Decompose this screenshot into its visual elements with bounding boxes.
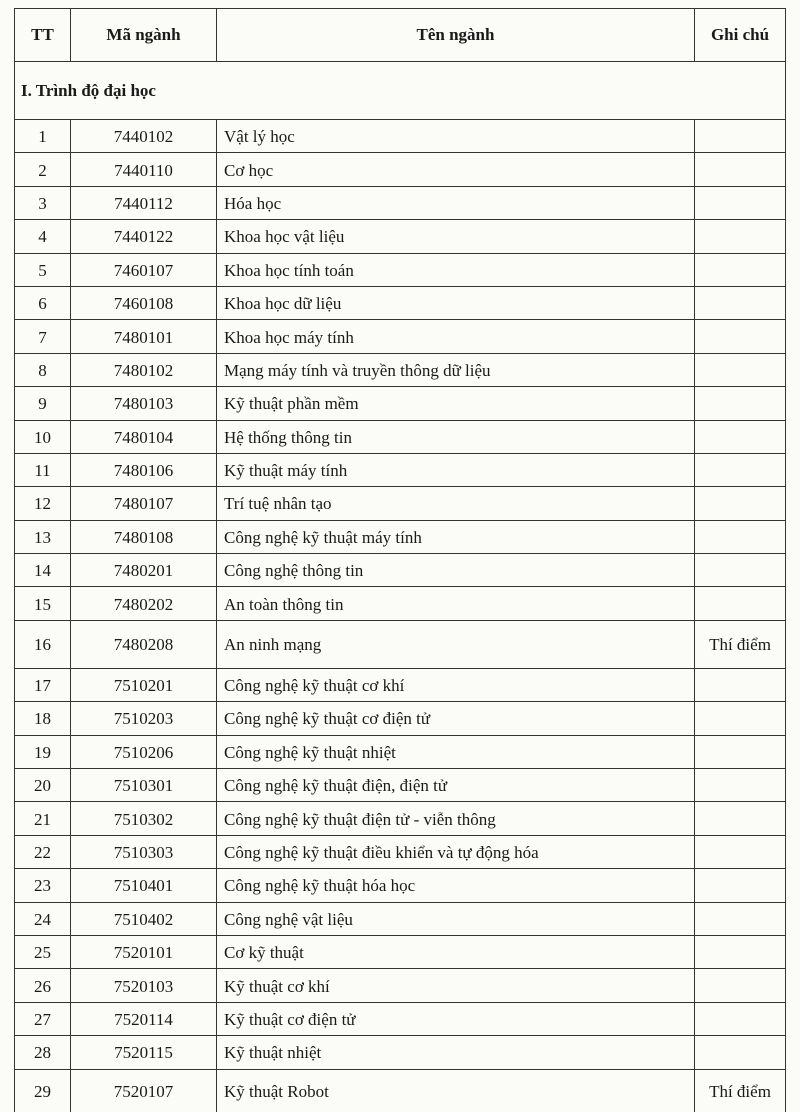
- table-row: [15, 802, 786, 835]
- cell-note: [695, 668, 786, 701]
- cell-tt: 26: [15, 969, 71, 1002]
- cell-name: Công nghệ kỹ thuật máy tính: [217, 520, 695, 553]
- table-row: [15, 453, 786, 486]
- document-page: [14, 8, 786, 1112]
- cell-note: [695, 487, 786, 520]
- cell-note: [695, 935, 786, 968]
- cell-name: Khoa học máy tính: [217, 320, 695, 353]
- cell-code: 7480104: [71, 420, 217, 453]
- cell-code: 7510201: [71, 668, 217, 701]
- cell-tt: 19: [15, 735, 71, 768]
- cell-note: [695, 902, 786, 935]
- cell-name: Hệ thống thông tin: [217, 420, 695, 453]
- cell-name: Khoa học dữ liệu: [217, 286, 695, 319]
- cell-code: 7460108: [71, 286, 217, 319]
- cell-note: [695, 220, 786, 253]
- cell-tt: 18: [15, 702, 71, 735]
- cell-tt: 23: [15, 869, 71, 902]
- table-row: [15, 935, 786, 968]
- cell-note: [695, 835, 786, 868]
- cell-code: 7520115: [71, 1036, 217, 1069]
- cell-note: [695, 320, 786, 353]
- cell-tt: 1: [15, 120, 71, 153]
- cell-name: Kỹ thuật phần mềm: [217, 387, 695, 420]
- cell-code: 7460107: [71, 253, 217, 286]
- cell-code: 7440122: [71, 220, 217, 253]
- cell-tt: 4: [15, 220, 71, 253]
- table-row: [15, 902, 786, 935]
- cell-tt: 25: [15, 935, 71, 968]
- cell-name: Công nghệ kỹ thuật cơ điện tử: [217, 702, 695, 735]
- cell-name: Kỹ thuật nhiệt: [217, 1036, 695, 1069]
- table-row: [15, 487, 786, 520]
- cell-tt: 28: [15, 1036, 71, 1069]
- table-row: [15, 420, 786, 453]
- cell-code: 7480101: [71, 320, 217, 353]
- cell-tt: 13: [15, 520, 71, 553]
- cell-code: 7510303: [71, 835, 217, 868]
- table-row: [15, 220, 786, 253]
- cell-note: [695, 120, 786, 153]
- cell-code: 7440110: [71, 153, 217, 186]
- cell-tt: 3: [15, 186, 71, 219]
- cell-note: [695, 286, 786, 319]
- cell-tt: 21: [15, 802, 71, 835]
- cell-code: 7480102: [71, 353, 217, 386]
- cell-code: 7510301: [71, 769, 217, 802]
- cell-code: 7440112: [71, 186, 217, 219]
- cell-tt: 9: [15, 387, 71, 420]
- cell-note: [695, 1002, 786, 1035]
- cell-note: [695, 969, 786, 1002]
- cell-tt: 14: [15, 554, 71, 587]
- cell-tt: 12: [15, 487, 71, 520]
- cell-code: 7510302: [71, 802, 217, 835]
- cell-tt: 24: [15, 902, 71, 935]
- table-row: [15, 520, 786, 553]
- table-row: [15, 869, 786, 902]
- cell-name: Cơ kỹ thuật: [217, 935, 695, 968]
- cell-note: [695, 802, 786, 835]
- cell-name: Hóa học: [217, 186, 695, 219]
- table-row: [15, 153, 786, 186]
- cell-name: Công nghệ thông tin: [217, 554, 695, 587]
- table-row: [15, 286, 786, 319]
- table-row: [15, 1036, 786, 1069]
- cell-name: Công nghệ kỹ thuật điện tử - viễn thông: [217, 802, 695, 835]
- header-name: Tên ngành: [217, 9, 695, 62]
- cell-tt: 15: [15, 587, 71, 620]
- cell-code: 7510206: [71, 735, 217, 768]
- table-row: [15, 769, 786, 802]
- cell-note: [695, 153, 786, 186]
- cell-code: 7480103: [71, 387, 217, 420]
- cell-name: Kỹ thuật cơ điện tử: [217, 1002, 695, 1035]
- cell-code: 7480201: [71, 554, 217, 587]
- cell-tt: 6: [15, 286, 71, 319]
- table-row: [15, 668, 786, 701]
- cell-tt: 2: [15, 153, 71, 186]
- cell-tt: 17: [15, 668, 71, 701]
- table-row: [15, 835, 786, 868]
- cell-tt: 29: [15, 1069, 71, 1112]
- table-row: [15, 387, 786, 420]
- table-row: [15, 353, 786, 386]
- cell-tt: 5: [15, 253, 71, 286]
- cell-code: 7440102: [71, 120, 217, 153]
- table-row: [15, 735, 786, 768]
- cell-note: [695, 453, 786, 486]
- cell-code: 7480106: [71, 453, 217, 486]
- cell-code: 7510203: [71, 702, 217, 735]
- cell-name: An ninh mạng: [217, 620, 695, 668]
- table-row: [15, 587, 786, 620]
- cell-note: [695, 735, 786, 768]
- cell-note: Thí điểm: [695, 620, 786, 668]
- cell-name: Công nghệ vật liệu: [217, 902, 695, 935]
- cell-tt: 8: [15, 353, 71, 386]
- cell-note: [695, 702, 786, 735]
- cell-note: [695, 420, 786, 453]
- cell-note: [695, 554, 786, 587]
- cell-name: Công nghệ kỹ thuật nhiệt: [217, 735, 695, 768]
- cell-note: [695, 387, 786, 420]
- table-row: [15, 253, 786, 286]
- cell-name: Khoa học tính toán: [217, 253, 695, 286]
- table-row: [15, 554, 786, 587]
- cell-tt: 16: [15, 620, 71, 668]
- cell-note: [695, 253, 786, 286]
- table-row: [15, 1002, 786, 1035]
- cell-name: An toàn thông tin: [217, 587, 695, 620]
- section-title: I. Trình độ đại học: [15, 62, 786, 120]
- cell-name: Khoa học vật liệu: [217, 220, 695, 253]
- cell-tt: 22: [15, 835, 71, 868]
- cell-name: Mạng máy tính và truyền thông dữ liệu: [217, 353, 695, 386]
- header-note: Ghi chú: [695, 9, 786, 62]
- table-header-row: [15, 9, 786, 62]
- cell-name: Cơ học: [217, 153, 695, 186]
- cell-note: [695, 769, 786, 802]
- cell-name: Trí tuệ nhân tạo: [217, 487, 695, 520]
- cell-tt: 20: [15, 769, 71, 802]
- cell-tt: 10: [15, 420, 71, 453]
- cell-code: 7520107: [71, 1069, 217, 1112]
- cell-code: 7510401: [71, 869, 217, 902]
- table-row: [15, 120, 786, 153]
- cell-note: [695, 186, 786, 219]
- cell-note: [695, 353, 786, 386]
- cell-code: 7480108: [71, 520, 217, 553]
- cell-name: Công nghệ kỹ thuật điều khiển và tự động hóa: [217, 835, 695, 868]
- section-row: [15, 62, 786, 120]
- cell-name: Công nghệ kỹ thuật điện, điện tử: [217, 769, 695, 802]
- table-row: [15, 186, 786, 219]
- cell-name: Vật lý học: [217, 120, 695, 153]
- cell-code: 7520101: [71, 935, 217, 968]
- cell-note: [695, 1036, 786, 1069]
- cell-code: 7510402: [71, 902, 217, 935]
- table-row: [15, 702, 786, 735]
- cell-code: 7480202: [71, 587, 217, 620]
- cell-name: Công nghệ kỹ thuật hóa học: [217, 869, 695, 902]
- cell-code: 7520114: [71, 1002, 217, 1035]
- cell-name: Kỹ thuật Robot: [217, 1069, 695, 1112]
- cell-code: 7480107: [71, 487, 217, 520]
- cell-tt: 11: [15, 453, 71, 486]
- table-row: [15, 969, 786, 1002]
- header-code: Mã ngành: [71, 9, 217, 62]
- table-row: [15, 320, 786, 353]
- cell-note: [695, 869, 786, 902]
- cell-name: Kỹ thuật cơ khí: [217, 969, 695, 1002]
- cell-note: [695, 587, 786, 620]
- majors-table: [14, 8, 786, 1112]
- cell-tt: 27: [15, 1002, 71, 1035]
- cell-code: 7520103: [71, 969, 217, 1002]
- table-row: [15, 1069, 786, 1112]
- cell-name: Công nghệ kỹ thuật cơ khí: [217, 668, 695, 701]
- cell-note: [695, 520, 786, 553]
- cell-note: Thí điểm: [695, 1069, 786, 1112]
- cell-name: Kỹ thuật máy tính: [217, 453, 695, 486]
- header-tt: TT: [15, 9, 71, 62]
- table-row: [15, 620, 786, 668]
- cell-code: 7480208: [71, 620, 217, 668]
- cell-tt: 7: [15, 320, 71, 353]
